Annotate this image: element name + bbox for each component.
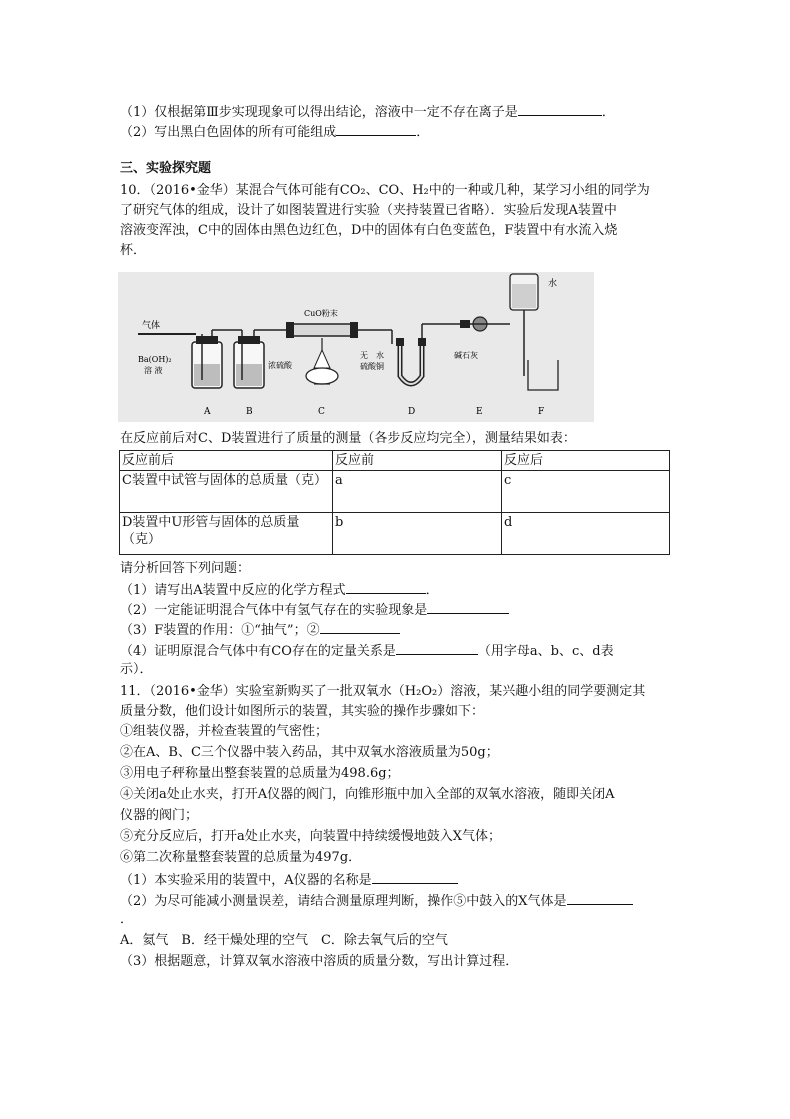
baoh-label-1: Ba(OH)₂ <box>138 355 172 364</box>
label-c: C <box>318 407 325 417</box>
q10-sub4-cont: 示）． <box>120 662 153 677</box>
answer-blank[interactable] <box>567 891 633 905</box>
ask-line: 请分析回答下列问题： <box>120 561 251 576</box>
q11-step2: ②在A、B、C三个仪器中装入药品，其中双氧水溶液质量为50g； <box>120 745 499 760</box>
label-f: F <box>538 407 545 417</box>
table-cell: d <box>502 513 670 555</box>
q11-step1: ①组装仪器，并检查装置的气密性； <box>120 724 329 739</box>
answer-blank[interactable] <box>427 600 509 614</box>
table-cell: D装置中U形管与固体的总质量（克） <box>120 513 333 555</box>
answer-blank[interactable] <box>396 641 478 655</box>
answer-blank[interactable] <box>336 122 416 136</box>
q10-line1: 10．（2016•金华）某混合气体可能有CO₂、CO、H₂中的一种或几种，某学习小组的同学为 <box>120 183 650 198</box>
q11-sub1: （1）本实验采用的装置中，A仪器的名称是 <box>120 870 458 890</box>
q11-step3: ③用电子秤称量出整套装置的总质量为498.6g； <box>120 766 400 781</box>
q11-sub2-end: ． <box>120 912 134 927</box>
h2so4-label: 浓硫酸 <box>268 361 292 370</box>
q10-line3: 溶液变浑浊，C中的固体由黑色边红色，D中的固体有白色变蓝色，F装置中有水流入烧 <box>120 223 618 238</box>
q11-sub3: （3）根据题意，计算双氧水溶液中溶质的质量分数，写出计算过程． <box>120 954 519 969</box>
q11-sub2: （2）为尽可能减小测量误差，请结合测量原理判断，操作⑤中鼓入的X气体是 <box>120 891 633 911</box>
q11-line1: 11．（2016•金华）实验室新购买了一批双氧水（H₂O₂）溶液，某兴趣小组的同学要测定其 <box>120 684 646 699</box>
q11-step4: ④关闭a处止水夹，打开A仪器的阀门，向锥形瓶中加入全部的双氧水溶液，随即关闭A <box>120 787 615 802</box>
table-header: 反应后 <box>502 451 670 471</box>
label-e: E <box>476 407 483 417</box>
water-label: 水 <box>548 279 558 289</box>
bottle-b <box>234 330 264 388</box>
answer-blank[interactable] <box>372 870 458 884</box>
cuso4-label-2: 硫酸铜 <box>360 362 384 371</box>
gas-label: 气体 <box>142 321 161 331</box>
table-row <box>120 471 670 513</box>
table-cell: C装置中试管与固体的总质量（克） <box>120 471 333 513</box>
q9-part2: （2）写出黑白色固体的所有可能组成 ． <box>120 122 429 142</box>
q10-sub2: （2）一定能证明混合气体中有氢气存在的实验现象是 <box>120 600 509 620</box>
q11-options: A．氦气 B．经干燥处理的空气 C．除去氧气后的空气 <box>120 933 448 948</box>
section-title: 三、实验探究题 <box>120 161 212 176</box>
q10-sub4: （4）证明原混合气体中有CO存在的定量关系是 （用字母a、b、c、d表 <box>120 641 614 661</box>
q10-sub3: （3）F装置的作用：①“抽气”；② <box>120 620 400 640</box>
q11-step4-cont: 仪器的阀门； <box>120 808 199 823</box>
table-cell: a <box>333 471 502 513</box>
cuso4-label-1: 无 水 <box>360 351 384 360</box>
q10-sub1: （1）请写出A装置中反应的化学方程式 ． <box>120 580 439 600</box>
q11-line2: 质量分数，他们设计如图所示的装置，其实验的操作步骤如下： <box>120 704 485 719</box>
table-intro: 在反应前后对C、D装置进行了质量的测量（各步反应均完全），测量结果如表： <box>120 431 576 446</box>
cuo-label: CuO粉末 <box>304 309 338 318</box>
table-header: 反应前 <box>333 451 502 471</box>
bottle-a <box>192 330 222 388</box>
q10-line2: 了研究气体的组成，设计了如图装置进行实验（夹持装置已省略）．实验后发现A装置中 <box>120 203 617 218</box>
answer-blank[interactable] <box>320 620 400 634</box>
answer-blank[interactable] <box>518 102 602 116</box>
baoh-label-2: 溶 液 <box>144 366 163 375</box>
label-b: B <box>246 407 253 417</box>
table-cell: b <box>333 513 502 555</box>
soda-lime-label: 碱石灰 <box>454 351 478 360</box>
table-header-row <box>120 451 670 471</box>
table-header: 反应前后 <box>120 451 333 471</box>
q11-step5: ⑤充分反应后，打开a处止水夹，向装置中持续缓慢地鼓入X气体； <box>120 829 502 844</box>
answer-blank[interactable] <box>346 580 426 594</box>
label-a: A <box>204 407 211 417</box>
q10-line4: 杯． <box>120 243 147 258</box>
label-d: D <box>408 407 416 417</box>
table-cell: c <box>502 471 670 513</box>
table-row <box>120 513 670 555</box>
q9-part1: （1）仅根据第Ⅲ步实现现象可以得出结论，溶液中一定不存在离子是 ． <box>120 102 615 122</box>
apparatus-figure <box>118 272 594 422</box>
q11-step6: ⑥第二次称量整套装置的总质量为497g． <box>120 850 362 865</box>
measurement-table <box>119 450 670 555</box>
